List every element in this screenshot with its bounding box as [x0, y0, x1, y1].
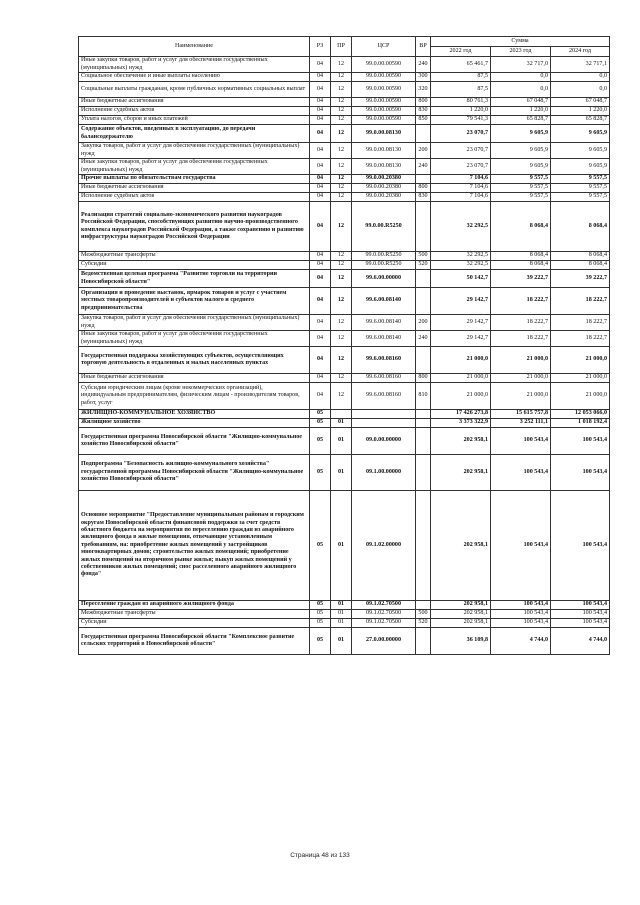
row-value-2022-cell: 50 142,7: [431, 270, 491, 288]
row-value-2022-cell: 202 958,1: [431, 491, 491, 601]
row-value-2023-cell: 65 828,7: [491, 116, 551, 125]
row-name-cell: Прочие выплаты по обязательствам государства: [79, 175, 310, 184]
row-value-2024-cell: 9 605,9: [551, 125, 610, 143]
row-value-2022-cell: 29 142,7: [431, 331, 491, 347]
row-rz-cell: 04: [310, 73, 331, 82]
row-csr-cell: 99.0.00.00590: [352, 107, 416, 116]
row-vr-cell: [416, 175, 431, 184]
row-value-2022-cell: 79 541,3: [431, 116, 491, 125]
table-row: [79, 288, 610, 315]
row-value-2024-cell: 8 068,4: [551, 202, 610, 252]
row-name-cell: Государственная поддержка хозяйствующих субъектов, осуществляющих торговую деятельность в отдаленных и малых населенных пунктах: [79, 347, 310, 374]
row-value-2024-cell: 21 000,0: [551, 374, 610, 383]
row-value-2024-cell: 18 222,7: [551, 331, 610, 347]
row-pr-cell: 12: [331, 143, 352, 159]
table-row: [79, 455, 610, 491]
row-value-2024-cell: 21 000,0: [551, 383, 610, 410]
row-name-cell: Уплата налогов, сборов и иных платежей: [79, 116, 310, 125]
row-value-2022-cell: 87,5: [431, 73, 491, 82]
row-value-2024-cell: 12 053 066,0: [551, 410, 610, 419]
row-value-2022-cell: 32 292,5: [431, 252, 491, 261]
table-body: [79, 57, 610, 655]
row-rz-cell: 04: [310, 175, 331, 184]
row-vr-cell: [416, 288, 431, 315]
row-csr-cell: 99.0.00.20380: [352, 184, 416, 193]
row-name-cell: Субсидии: [79, 619, 310, 628]
row-pr-cell: 12: [331, 98, 352, 107]
row-csr-cell: 99.6.00.08160: [352, 383, 416, 410]
row-value-2024-cell: 18 222,7: [551, 315, 610, 331]
row-value-2022-cell: 17 426 273,8: [431, 410, 491, 419]
table-row: [79, 252, 610, 261]
row-value-2023-cell: 9 557,5: [491, 184, 551, 193]
row-value-2024-cell: 100 543,4: [551, 491, 610, 601]
row-vr-cell: 850: [416, 116, 431, 125]
row-vr-cell: 500: [416, 252, 431, 261]
row-value-2024-cell: 9 605,9: [551, 143, 610, 159]
row-value-2023-cell: 8 068,4: [491, 252, 551, 261]
row-vr-cell: 810: [416, 383, 431, 410]
row-name-cell: Иные закупки товаров, работ и услуг для обеспечения государственных (муниципальных) нужд: [79, 159, 310, 175]
table-row: [79, 331, 610, 347]
row-pr-cell: 12: [331, 116, 352, 125]
row-pr-cell: 12: [331, 331, 352, 347]
table-row: [79, 491, 610, 601]
row-value-2022-cell: 87,5: [431, 82, 491, 98]
row-csr-cell: 09.0.00.00000: [352, 428, 416, 455]
table-row: [79, 374, 610, 383]
row-value-2023-cell: 21 000,0: [491, 347, 551, 374]
table-row: [79, 619, 610, 628]
row-value-2022-cell: 21 000,0: [431, 374, 491, 383]
row-value-2022-cell: 23 070,7: [431, 143, 491, 159]
row-rz-cell: 04: [310, 184, 331, 193]
row-name-cell: Субсидии юридическим лицам (кроме некоммерческих организаций), индивидуальным предпринимателям, физическим лицам - производителям товаров, работ, услуг: [79, 383, 310, 410]
row-rz-cell: 04: [310, 202, 331, 252]
row-value-2024-cell: 32 717,1: [551, 57, 610, 73]
row-value-2022-cell: 202 958,1: [431, 619, 491, 628]
row-csr-cell: 99.0.00.08130: [352, 143, 416, 159]
table-row: [79, 383, 610, 410]
row-value-2024-cell: 21 000,0: [551, 347, 610, 374]
header-vr: ВР: [416, 37, 431, 57]
row-value-2024-cell: 39 222,7: [551, 270, 610, 288]
row-rz-cell: 05: [310, 455, 331, 491]
row-name-cell: Иные бюджетные ассигнования: [79, 374, 310, 383]
row-rz-cell: 04: [310, 331, 331, 347]
row-value-2023-cell: 9 605,9: [491, 159, 551, 175]
row-value-2022-cell: 23 070,7: [431, 125, 491, 143]
row-name-cell: Иные бюджетные ассигнования: [79, 184, 310, 193]
row-value-2024-cell: 100 543,4: [551, 619, 610, 628]
row-vr-cell: [416, 125, 431, 143]
row-rz-cell: 04: [310, 270, 331, 288]
header-csr: ЦСР: [352, 37, 416, 57]
row-value-2022-cell: 21 000,0: [431, 347, 491, 374]
row-name-cell: Иные закупки товаров, работ и услуг для обеспечения государственных (муниципальных) нужд: [79, 57, 310, 73]
row-name-cell: Закупка товаров, работ и услуг для обеспечения государственных (муниципальных) нужд: [79, 315, 310, 331]
row-name-cell: Ведомственная целевая программа "Развитие торговли на территории Новосибирской области": [79, 270, 310, 288]
row-name-cell: Исполнение судебных актов: [79, 107, 310, 116]
row-rz-cell: 04: [310, 252, 331, 261]
table-row: [79, 159, 610, 175]
row-value-2023-cell: 3 252 111,1: [491, 419, 551, 428]
row-name-cell: Основное мероприятие "Предоставление муниципальным районам и городским округам Новосибирской области финансовой поддержки за счет средств областного бюджета на мероприятия по переселению граждан из аварийного жилищного фонда в жилые помещения, отвечающие установленным требованиям, на: приобретение жилых помещений у застройщиков многоквартирных домов; строительство жилых помещений; приобретение жилых помещений на вторичном рынке жилья; выкуп жилых помещений у собственников жилых помещений; снос расселенного аварийного жилищного фонда": [79, 491, 310, 601]
row-csr-cell: 99.0.00.00590: [352, 116, 416, 125]
row-rz-cell: 04: [310, 57, 331, 73]
table-row: [79, 175, 610, 184]
row-csr-cell: 09.1.00.00000: [352, 455, 416, 491]
row-pr-cell: 01: [331, 455, 352, 491]
table-row: [79, 347, 610, 374]
row-name-cell: Переселение граждан из аварийного жилищного фонда: [79, 601, 310, 610]
row-rz-cell: 04: [310, 288, 331, 315]
table-row: [79, 73, 610, 82]
row-name-cell: Организация и проведение выставок, ярмарок товаров и услуг с участием местных товаропроизводителей и субъектов малого и среднего предпринимательства: [79, 288, 310, 315]
table-row: [79, 315, 610, 331]
row-csr-cell: 99.6.00.08160: [352, 374, 416, 383]
row-rz-cell: 04: [310, 116, 331, 125]
row-pr-cell: 12: [331, 184, 352, 193]
row-pr-cell: 12: [331, 107, 352, 116]
row-value-2023-cell: 18 222,7: [491, 288, 551, 315]
row-value-2022-cell: 21 000,0: [431, 383, 491, 410]
row-pr-cell: 12: [331, 193, 352, 202]
row-value-2023-cell: 9 557,5: [491, 175, 551, 184]
row-rz-cell: 04: [310, 143, 331, 159]
row-pr-cell: 12: [331, 57, 352, 73]
row-pr-cell: 01: [331, 628, 352, 655]
row-vr-cell: [416, 455, 431, 491]
row-vr-cell: 240: [416, 159, 431, 175]
row-vr-cell: 500: [416, 610, 431, 619]
row-csr-cell: [352, 410, 416, 419]
row-name-cell: Закупка товаров, работ и услуг для обеспечения государственных (муниципальных) нужд: [79, 143, 310, 159]
table-row: [79, 82, 610, 98]
row-vr-cell: 830: [416, 107, 431, 116]
row-rz-cell: 05: [310, 628, 331, 655]
row-name-cell: Социальные выплаты гражданам, кроме публичных нормативных социальных выплат: [79, 82, 310, 98]
budget-table-container: [78, 36, 609, 655]
row-csr-cell: 99.6.00.08140: [352, 288, 416, 315]
row-value-2023-cell: 0,0: [491, 82, 551, 98]
row-csr-cell: 99.0.00.R5250: [352, 252, 416, 261]
row-csr-cell: 99.0.00.00590: [352, 57, 416, 73]
row-vr-cell: 200: [416, 143, 431, 159]
row-csr-cell: 09.1.02.70500: [352, 619, 416, 628]
row-rz-cell: 04: [310, 82, 331, 98]
row-name-cell: Жилищное хозяйство: [79, 419, 310, 428]
row-value-2022-cell: 7 104,6: [431, 193, 491, 202]
row-vr-cell: 520: [416, 619, 431, 628]
row-pr-cell: 12: [331, 374, 352, 383]
row-name-cell: Социальное обеспечение и иные выплаты населению: [79, 73, 310, 82]
row-value-2024-cell: 0,0: [551, 73, 610, 82]
row-csr-cell: 99.0.00.00590: [352, 73, 416, 82]
row-value-2023-cell: 8 068,4: [491, 261, 551, 270]
row-value-2023-cell: 8 068,4: [491, 202, 551, 252]
row-name-cell: Реализация стратегий социально-экономического развития наукоградов Российской Федерации, способствующих развитию научно-производственного комплекса наукоградов Российской Федерации, а также сохранению и развитию инфраструктуры наукоградов Российской Федерации: [79, 202, 310, 252]
row-value-2023-cell: 9 557,5: [491, 193, 551, 202]
row-pr-cell: 01: [331, 619, 352, 628]
table-row: [79, 610, 610, 619]
table-row: [79, 428, 610, 455]
row-value-2023-cell: 39 222,7: [491, 270, 551, 288]
row-rz-cell: 05: [310, 601, 331, 610]
row-name-cell: Государственная программа Новосибирской области "Комплексное развитие сельских территорий в Новосибирской области": [79, 628, 310, 655]
row-value-2023-cell: 9 605,9: [491, 125, 551, 143]
row-value-2024-cell: 9 557,5: [551, 184, 610, 193]
row-csr-cell: 09.1.02.00000: [352, 491, 416, 601]
table-row: [79, 410, 610, 419]
row-rz-cell: 05: [310, 610, 331, 619]
row-pr-cell: 12: [331, 82, 352, 98]
row-value-2023-cell: 100 543,4: [491, 455, 551, 491]
row-csr-cell: 99.0.00.R5250: [352, 202, 416, 252]
row-csr-cell: 99.6.00.00000: [352, 270, 416, 288]
table-row: [79, 143, 610, 159]
header-year-2023: 2023 год: [491, 47, 551, 57]
row-vr-cell: [416, 270, 431, 288]
row-csr-cell: 99.0.00.20380: [352, 193, 416, 202]
row-vr-cell: [416, 428, 431, 455]
row-csr-cell: 09.1.02.70500: [352, 610, 416, 619]
table-row: [79, 261, 610, 270]
row-csr-cell: 99.0.00.R5250: [352, 261, 416, 270]
row-name-cell: Субсидии: [79, 261, 310, 270]
row-vr-cell: 240: [416, 331, 431, 347]
row-name-cell: Иные бюджетные ассигнования: [79, 98, 310, 107]
row-rz-cell: 05: [310, 619, 331, 628]
row-csr-cell: 99.0.00.20380: [352, 175, 416, 184]
row-pr-cell: 01: [331, 610, 352, 619]
row-csr-cell: 99.0.00.00590: [352, 98, 416, 107]
row-name-cell: Государственная программа Новосибирской области "Жилищно-коммунальное хозяйство Новосибирской области": [79, 428, 310, 455]
row-csr-cell: 27.0.00.00000: [352, 628, 416, 655]
row-value-2023-cell: 21 000,0: [491, 383, 551, 410]
table-row: [79, 628, 610, 655]
row-name-cell: ЖИЛИЩНО-КОММУНАЛЬНОЕ ХОЗЯЙСТВО: [79, 410, 310, 419]
row-value-2022-cell: 65 461,7: [431, 57, 491, 73]
row-vr-cell: 520: [416, 261, 431, 270]
row-rz-cell: 04: [310, 261, 331, 270]
header-year-2024: 2024 год: [551, 47, 610, 57]
row-vr-cell: [416, 410, 431, 419]
row-value-2023-cell: 100 543,4: [491, 619, 551, 628]
header-rz: РЗ: [310, 37, 331, 57]
row-csr-cell: 09.1.02.70500: [352, 601, 416, 610]
row-value-2022-cell: 1 220,0: [431, 107, 491, 116]
row-value-2022-cell: 29 142,7: [431, 315, 491, 331]
row-value-2023-cell: 18 222,7: [491, 315, 551, 331]
row-name-cell: Межбюджетные трансферты: [79, 252, 310, 261]
budget-table: [78, 36, 610, 655]
row-vr-cell: [416, 628, 431, 655]
row-value-2022-cell: 36 109,8: [431, 628, 491, 655]
row-rz-cell: 04: [310, 315, 331, 331]
row-pr-cell: 12: [331, 252, 352, 261]
row-value-2024-cell: 100 543,4: [551, 610, 610, 619]
row-vr-cell: 300: [416, 73, 431, 82]
row-value-2023-cell: 18 222,7: [491, 331, 551, 347]
row-rz-cell: 04: [310, 374, 331, 383]
row-name-cell: Межбюджетные трансферты: [79, 610, 310, 619]
table-row: [79, 601, 610, 610]
row-value-2023-cell: 21 000,0: [491, 374, 551, 383]
row-vr-cell: [416, 202, 431, 252]
row-csr-cell: 99.0.00.08130: [352, 125, 416, 143]
row-vr-cell: 320: [416, 82, 431, 98]
row-pr-cell: 12: [331, 125, 352, 143]
row-name-cell: Содержание объектов, введенных в эксплуатацию, до передачи балансодержателю: [79, 125, 310, 143]
row-value-2022-cell: 202 958,1: [431, 428, 491, 455]
row-name-cell: Иные закупки товаров, работ и услуг для обеспечения государственных (муниципальных) нужд: [79, 331, 310, 347]
table-row: [79, 107, 610, 116]
row-value-2022-cell: 29 142,7: [431, 288, 491, 315]
row-value-2023-cell: 100 543,4: [491, 601, 551, 610]
table-row: [79, 419, 610, 428]
row-value-2024-cell: 18 222,7: [551, 288, 610, 315]
row-value-2023-cell: 9 605,9: [491, 143, 551, 159]
row-pr-cell: 12: [331, 383, 352, 410]
row-value-2023-cell: 4 744,0: [491, 628, 551, 655]
row-vr-cell: 800: [416, 374, 431, 383]
row-pr-cell: 01: [331, 419, 352, 428]
table-row: [79, 116, 610, 125]
row-rz-cell: 04: [310, 347, 331, 374]
row-rz-cell: 05: [310, 419, 331, 428]
row-value-2024-cell: 8 068,4: [551, 252, 610, 261]
row-value-2023-cell: 100 543,4: [491, 610, 551, 619]
row-pr-cell: 12: [331, 73, 352, 82]
row-value-2023-cell: 67 048,7: [491, 98, 551, 107]
table-row: [79, 125, 610, 143]
table-row: [79, 98, 610, 107]
row-vr-cell: [416, 601, 431, 610]
row-csr-cell: 99.0.00.00590: [352, 82, 416, 98]
row-rz-cell: 04: [310, 98, 331, 107]
row-pr-cell: 12: [331, 270, 352, 288]
row-rz-cell: 05: [310, 491, 331, 601]
row-rz-cell: 04: [310, 159, 331, 175]
row-value-2023-cell: 100 543,4: [491, 491, 551, 601]
row-value-2024-cell: 4 744,0: [551, 628, 610, 655]
row-value-2022-cell: 23 070,7: [431, 159, 491, 175]
row-value-2022-cell: 80 761,3: [431, 98, 491, 107]
row-csr-cell: 99.0.00.08130: [352, 159, 416, 175]
row-value-2023-cell: 0,0: [491, 73, 551, 82]
row-value-2022-cell: 202 958,1: [431, 455, 491, 491]
row-csr-cell: 99.6.00.08160: [352, 347, 416, 374]
table-row: [79, 184, 610, 193]
table-row: [79, 193, 610, 202]
row-csr-cell: 99.6.00.08140: [352, 315, 416, 331]
row-value-2023-cell: 15 615 757,8: [491, 410, 551, 419]
row-vr-cell: 830: [416, 193, 431, 202]
row-rz-cell: 04: [310, 125, 331, 143]
row-vr-cell: [416, 491, 431, 601]
row-csr-cell: [352, 419, 416, 428]
row-pr-cell: [331, 410, 352, 419]
row-pr-cell: 01: [331, 428, 352, 455]
table-row: [79, 202, 610, 252]
row-value-2024-cell: 67 048,7: [551, 98, 610, 107]
row-value-2024-cell: 0,0: [551, 82, 610, 98]
row-value-2024-cell: 9 557,5: [551, 175, 610, 184]
row-value-2024-cell: 100 543,4: [551, 601, 610, 610]
row-vr-cell: 800: [416, 98, 431, 107]
row-pr-cell: 12: [331, 347, 352, 374]
row-value-2022-cell: 202 958,1: [431, 610, 491, 619]
row-pr-cell: 12: [331, 315, 352, 331]
row-value-2024-cell: 8 068,4: [551, 261, 610, 270]
page-number: Страница 48 из 133: [290, 852, 350, 859]
row-rz-cell: 04: [310, 107, 331, 116]
row-value-2022-cell: 32 292,5: [431, 202, 491, 252]
row-value-2024-cell: 9 557,5: [551, 193, 610, 202]
header-year-2022: 2022 год: [431, 47, 491, 57]
row-rz-cell: 05: [310, 410, 331, 419]
row-rz-cell: 04: [310, 193, 331, 202]
row-value-2024-cell: 65 828,7: [551, 116, 610, 125]
header-name: Наименование: [79, 37, 310, 57]
row-pr-cell: 12: [331, 288, 352, 315]
row-pr-cell: 12: [331, 175, 352, 184]
row-value-2024-cell: 100 543,4: [551, 428, 610, 455]
row-vr-cell: [416, 347, 431, 374]
row-name-cell: Исполнение судебных актов: [79, 193, 310, 202]
row-pr-cell: 12: [331, 202, 352, 252]
row-pr-cell: 12: [331, 261, 352, 270]
row-pr-cell: 01: [331, 601, 352, 610]
row-value-2022-cell: 3 373 322,9: [431, 419, 491, 428]
row-vr-cell: 200: [416, 315, 431, 331]
row-value-2024-cell: 9 605,9: [551, 159, 610, 175]
header-sum: Сумма: [431, 37, 610, 47]
row-value-2022-cell: 7 104,6: [431, 175, 491, 184]
row-rz-cell: 05: [310, 428, 331, 455]
row-value-2023-cell: 32 717,0: [491, 57, 551, 73]
row-vr-cell: 800: [416, 184, 431, 193]
row-value-2022-cell: 7 104,6: [431, 184, 491, 193]
row-value-2024-cell: 1 220,0: [551, 107, 610, 116]
row-name-cell: Подпрограмма "Безопасность жилищно-коммунального хозяйства" государственной программы Новосибирской области "Жилищно-коммунальное хозяйство Новосибирской области": [79, 455, 310, 491]
table-row: [79, 270, 610, 288]
row-vr-cell: [416, 419, 431, 428]
table-row: [79, 57, 610, 73]
row-csr-cell: 99.6.00.08140: [352, 331, 416, 347]
row-value-2022-cell: 32 292,5: [431, 261, 491, 270]
row-value-2023-cell: 100 543,4: [491, 428, 551, 455]
row-pr-cell: 12: [331, 159, 352, 175]
row-rz-cell: 04: [310, 383, 331, 410]
row-vr-cell: 240: [416, 57, 431, 73]
header-pr: ПР: [331, 37, 352, 57]
row-pr-cell: 01: [331, 491, 352, 601]
row-value-2024-cell: 1 018 192,4: [551, 419, 610, 428]
row-value-2023-cell: 1 220,0: [491, 107, 551, 116]
row-value-2024-cell: 100 543,4: [551, 455, 610, 491]
row-value-2022-cell: 202 958,1: [431, 601, 491, 610]
